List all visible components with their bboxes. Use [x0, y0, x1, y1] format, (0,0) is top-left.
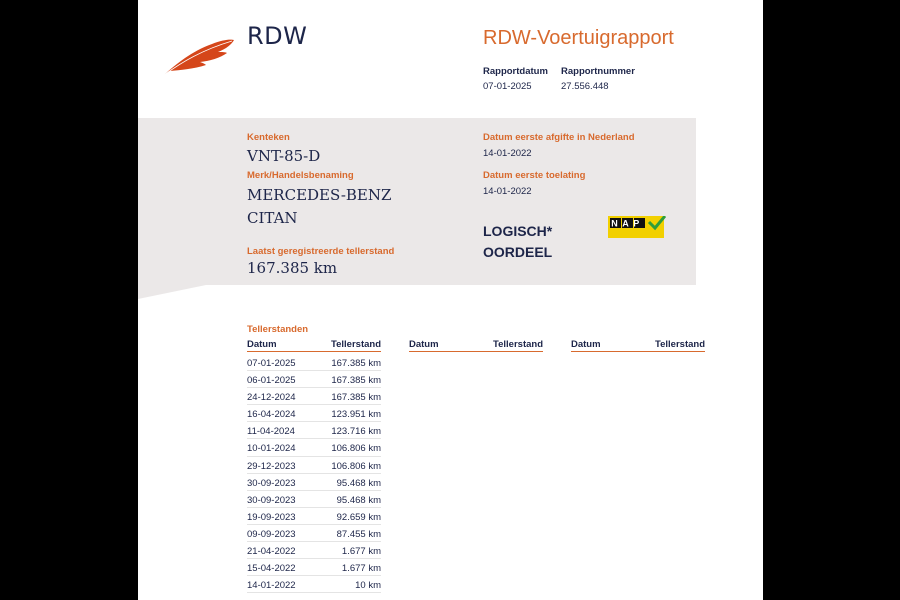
nap-logo [608, 216, 666, 238]
report-date-label: Rapportdatum [483, 66, 548, 77]
table-row [247, 354, 381, 371]
row-tellerstand: 123.951 km [331, 409, 381, 421]
tellerstanden-title: Tellerstanden [247, 324, 309, 335]
row-date: 10-01-2024 [247, 443, 296, 455]
nap-text: NAP [611, 218, 644, 229]
header-tellerstand: Tellerstand [331, 339, 381, 350]
table-row [247, 525, 381, 542]
row-date: 14-01-2022 [247, 580, 296, 592]
row-tellerstand: 106.806 km [331, 460, 381, 472]
row-date: 29-12-2023 [247, 460, 296, 472]
table-row [247, 474, 381, 491]
oordeel-text: LOGISCH* OORDEEL [483, 223, 553, 260]
brand-wordmark: RDW [247, 22, 308, 50]
row-tellerstand: 95.468 km [336, 477, 381, 489]
table-row [247, 422, 381, 439]
header-tellerstand: Tellerstand [655, 339, 705, 350]
row-tellerstand: 92.659 km [336, 511, 381, 523]
table-row [247, 371, 381, 388]
kenteken-value: VNT-85-D [247, 147, 321, 165]
header-datum: Datum [409, 339, 439, 350]
row-date: 19-09-2023 [247, 511, 296, 523]
table-row [247, 439, 381, 456]
row-date: 07-01-2025 [247, 358, 296, 369]
row-tellerstand: 1.677 km [341, 563, 381, 575]
merk-label: Merk/Handelsbenaming [247, 170, 354, 181]
row-tellerstand: 167.385 km [331, 392, 381, 404]
report-title: RDW-Voertuigrapport [483, 27, 674, 49]
panel-tab-shape [138, 285, 206, 299]
merk-value-line1: MERCEDES-BENZ [247, 186, 392, 204]
table-row [247, 457, 381, 474]
table-row [247, 508, 381, 525]
header-datum: Datum [571, 339, 601, 350]
header-datum: Datum [247, 339, 277, 350]
table-header-col3 [571, 339, 705, 352]
toelating-value: 14-01-2022 [483, 186, 532, 197]
table-row [247, 576, 381, 593]
report-date-value: 07-01-2025 [483, 81, 532, 92]
kenteken-label: Kenteken [247, 132, 290, 143]
row-date: 16-04-2024 [247, 409, 296, 421]
row-tellerstand: 95.468 km [336, 494, 381, 506]
row-tellerstand: 10 km [355, 580, 381, 592]
toelating-label: Datum eerste toelating [483, 170, 586, 181]
row-tellerstand: 106.806 km [331, 443, 381, 455]
table-row [247, 559, 381, 576]
table-row [247, 405, 381, 422]
rdw-feather-logo-icon [162, 38, 236, 76]
teller-label: Laatst geregistreerde tellerstand [247, 246, 395, 257]
row-tellerstand: 1.677 km [341, 546, 381, 558]
table-row [247, 388, 381, 405]
report-page [138, 0, 763, 600]
vehicle-summary-panel [138, 118, 696, 285]
row-date: 30-09-2023 [247, 477, 296, 489]
row-tellerstand: 87.455 km [336, 528, 381, 540]
teller-value: 167.385 km [247, 259, 338, 277]
report-number-value: 27.556.448 [561, 81, 609, 92]
tellerstanden-table [247, 354, 381, 593]
merk-value-line2: CITAN [247, 209, 298, 227]
report-number-label: Rapportnummer [561, 66, 635, 77]
afgifte-label: Datum eerste afgifte in Nederland [483, 132, 635, 143]
afgifte-value: 14-01-2022 [483, 148, 532, 159]
row-date: 21-04-2022 [247, 546, 296, 558]
row-date: 11-04-2024 [247, 426, 295, 438]
row-tellerstand: 123.716 km [331, 426, 381, 438]
row-date: 06-01-2025 [247, 375, 296, 387]
table-row [247, 542, 381, 559]
row-tellerstand: 167.385 km [331, 358, 381, 369]
table-row [247, 491, 381, 508]
row-date: 24-12-2024 [247, 392, 296, 404]
table-header-col2 [409, 339, 543, 352]
table-header-col1 [247, 339, 381, 352]
row-tellerstand: 167.385 km [331, 375, 381, 387]
header-tellerstand: Tellerstand [493, 339, 543, 350]
row-date: 09-09-2023 [247, 528, 296, 540]
row-date: 15-04-2022 [247, 563, 296, 575]
row-date: 30-09-2023 [247, 494, 296, 506]
